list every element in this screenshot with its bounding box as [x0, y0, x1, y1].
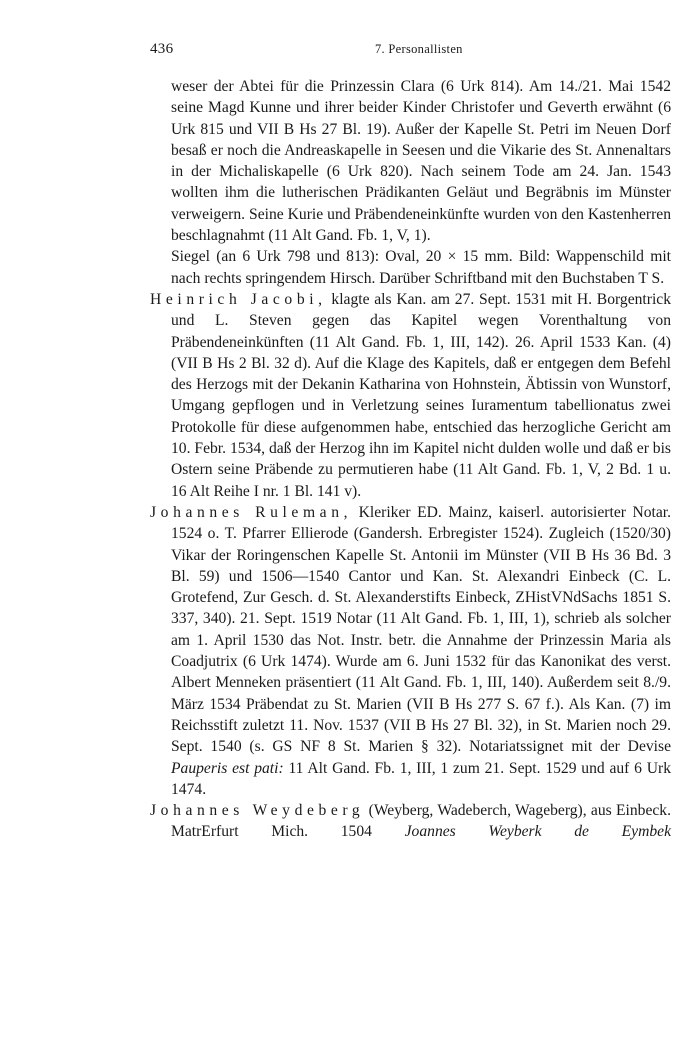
entry-text-continued: 11 Alt Gand. Fb. 1, III, 1 zum 21. Sept. 1529 und auf 6 Urk 1474.	[171, 759, 671, 798]
entry-devise: Pauperis est pati:	[171, 759, 284, 777]
entry-name: Johannes Ruleman,	[150, 503, 353, 521]
continuation-paragraph: weser der Abtei für die Prinzessin Clara (6 Urk 814). Am 14./21. Mai 1542 seine Magd Kunne und ihrer beider Kinder Christofer und Geverth erwähnt (6 Urk 815 und VII B Hs 27 Bl. 19). Außer der Kapelle St. Petri im Neuen Dorf besaß er noch die Andreaskapelle in Seesen und die Vikarie des St. Annenaltars in der Michaliskapelle (6 Urk 820). Nach seinem Tode am 24. Jan. 1543 wollten ihm die lutherischen Prädikanten Geläut und Begräbnis im Münster verweigern. Seine Kurie und Präbendeneinkünfte wurden von den Kastenherren beschlagnahmt (11 Alt Gand. Fb. 1, V, 1).	[171, 78, 671, 245]
seal-paragraph: Siegel (an 6 Urk 798 und 813): Oval, 20 × 15 mm. Bild: Wappenschild mit nach rechts springendem Hirsch. Darüber Schriftband mit den Buchstaben T S.	[171, 248, 671, 287]
entry-name: Heinrich Jacobi,	[150, 290, 327, 308]
entry-johannes-ruleman	[150, 502, 671, 800]
entry-heinrich-jacobi	[150, 289, 671, 502]
page-body	[150, 76, 671, 843]
entry-name: Johannes Weydeberg	[150, 802, 365, 820]
entry-text: klagte als Kan. am 27. Sept. 1531 mit H. Borgentrick und L. Steven gegen das Kapitel wegen Vorenthaltung von Präbendeneinkünften (11 Alt Gand. Fb. 1, III, 142). 26. April 1533 Kan. (4) (VII B Hs 2 Bl. 32 d). Auf die Klage des Kapitels, daß er entgegen dem Befehl des Herzogs mit der Dekanin Katharina von Hohnstein, Äbtissin von Wunstorf, Umgang gepflogen und in Verletzung seines Iuramentum tabellionatus zwei Protokolle für diese aufgenommen habe, entschied das herzogliche Gericht am 10. Febr. 1534, daß der Herzog ihn im Kapitel nicht dulden wolle und daß er bis Ostern seine Präbende zu permutieren habe (11 Alt Gand. Fb. 1, V, 2 Bd. 1 u. 16 Alt Reihe I nr. 1 Bl. 141 v).	[171, 290, 671, 500]
entry-text: Kleriker ED. Mainz, kaiserl. autorisierter Notar. 1524 o. T. Pfarrer Ellierode (Gandersh. Erbregister 1524). Zugleich (1520/30) Vikar der Roringenschen Kapelle St. Antonii im Münster (VII B Hs 36 Bd. 3 Bl. 59) und 1506—1540 Cantor und Kan. St. Alexandri Einbeck (C. L. Grotefend, Zur Gesch. d. St. Alexanderstifts Einbeck, ZHistVNdSachs 1851 S. 337, 340). 21. Sept. 1519 Notar (11 Alt Gand. Fb. 1, III, 1), schrieb als solcher am 1. April 1530 das Not. Instr. betr. die Annahme der Prinzessin Maria als Coadjutrix (6 Urk 1474). Wurde am 6. Juni 1532 für das Kanonikat des verst. Albert Menneken präsentiert (11 Alt Gand. Fb. 1, III, 140). Außerdem seit 8./9. März 1534 Präbendat zu St. Marien (VII B Hs 277 S. 67 f.). Als Kan. (7) im Reichsstift zuletzt 11. Nov. 1537 (VII B Hs 27 Bl. 32), in St. Marien noch 29. Sept. 1540 (s. GS NF 8 St. Marien § 32). Notariatssignet mit der Devise	[171, 503, 672, 756]
entry-johannes-weydeberg	[150, 800, 671, 843]
page-number: 436	[150, 41, 174, 57]
entry-matriculation-quote: Joannes Weyberk de Eymbek	[404, 823, 671, 841]
page-header	[150, 41, 690, 61]
running-head: 7. Personallisten	[375, 42, 463, 56]
entry-text: (Weyberg, Wadeberch, Wageberg), aus Einbeck. MatrErfurt Mich. 1504	[171, 802, 672, 841]
